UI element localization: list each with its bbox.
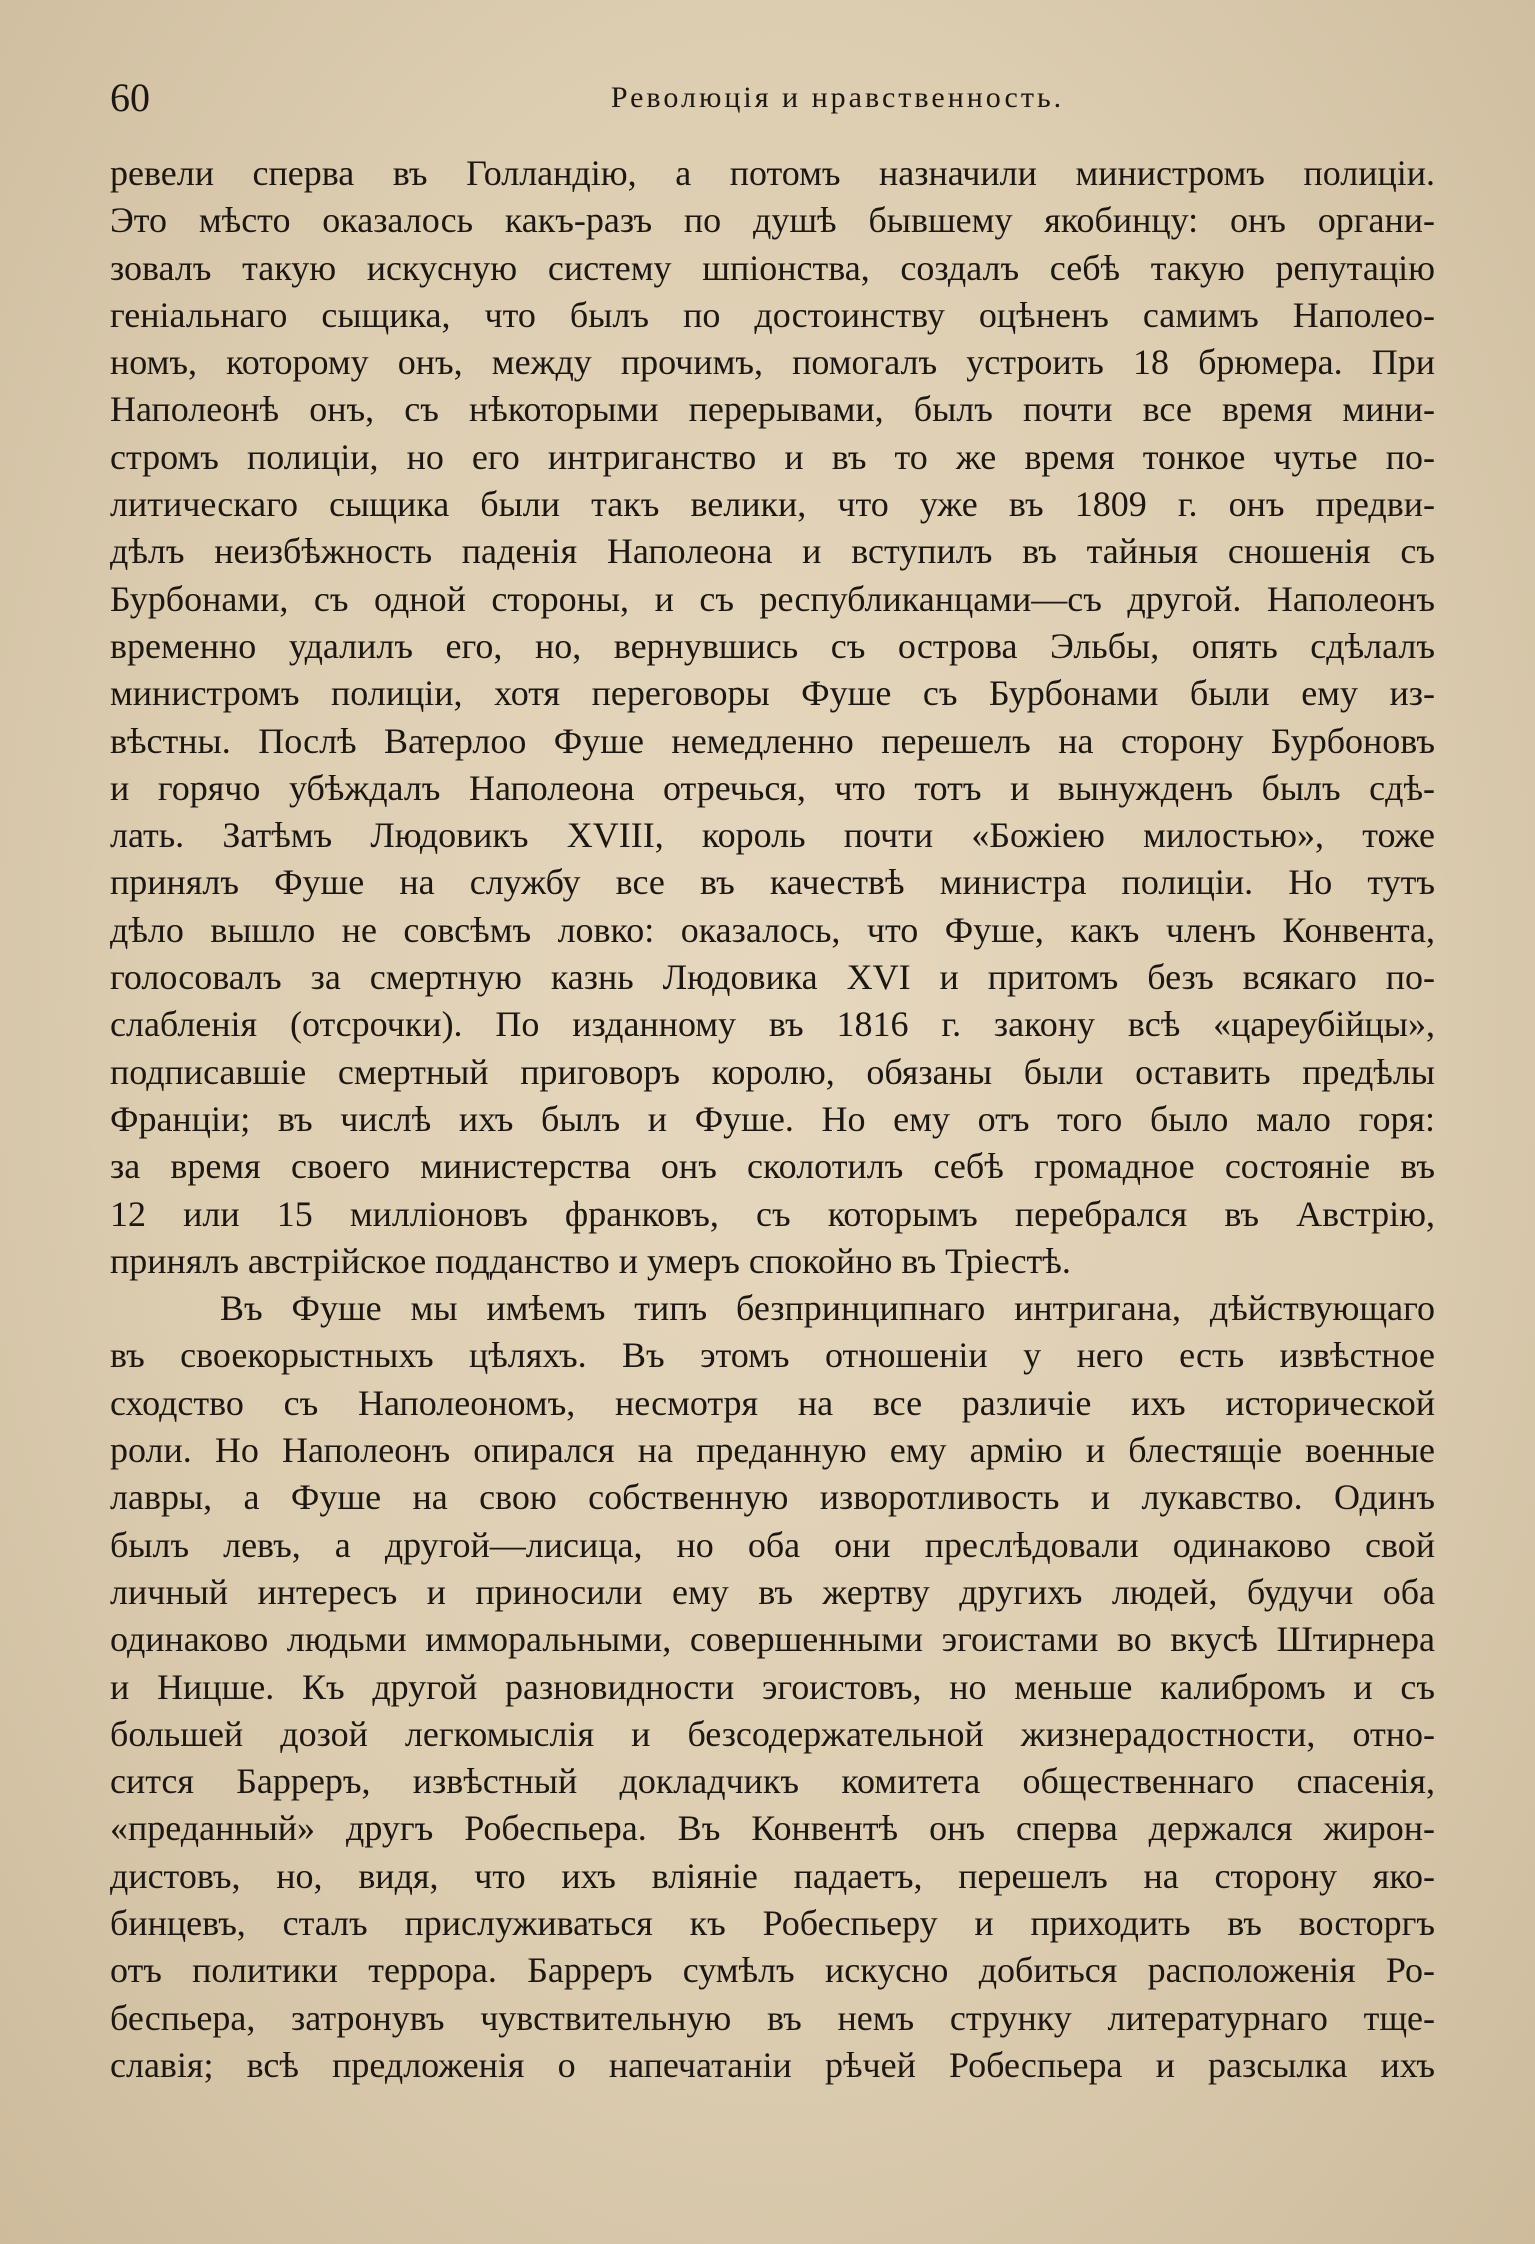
- text-line: Франціи; въ числѣ ихъ былъ и Фуше. Но ему отъ того было мало горя:: [110, 1098, 1435, 1139]
- text-line: славія; всѣ предложенія о напечатаніи рѣчей Робеспьера и разсылка ихъ: [110, 2044, 1435, 2085]
- text-line: министромъ полиціи, хотя переговоры Фуше съ Бурбонами были ему из-: [110, 673, 1435, 714]
- text-line: роли. Но Наполеонъ опирался на преданную ему армію и блестящіе военные: [110, 1430, 1435, 1471]
- text-line: сится Барреръ, извѣстный докладчикъ комитета общественнаго спасенія,: [110, 1761, 1435, 1802]
- text-line: вѣстны. Послѣ Ватерлоо Фуше немедленно перешелъ на сторону Бурбоновъ: [110, 720, 1435, 761]
- text-line: и горячо убѣждалъ Наполеона отречься, что тотъ и вынужденъ былъ сдѣ-: [110, 767, 1435, 808]
- running-title: Революція и нравственность.: [610, 81, 1065, 114]
- text-line: слабленія (отсрочки). По изданному въ 1816 г. закону всѣ «цареубійцы»,: [110, 1004, 1435, 1045]
- text-line: бинцевъ, сталъ прислуживаться къ Робеспьеру и приходить въ восторгъ: [110, 1902, 1435, 1943]
- text-line: ревели сперва въ Голландію, а потомъ назначили министромъ полиціи.: [110, 153, 1435, 193]
- text-line: Въ Фуше мы имѣемъ типъ безпринципнаго интригана, дѣйствующаго: [220, 1288, 1435, 1329]
- text-line: литическаго сыщика были такъ велики, что уже въ 1809 г. онъ предви-: [110, 484, 1435, 525]
- text-line: Это мѣсто оказалось какъ-разъ по душѣ бывшему якобинцу: онъ органи-: [110, 200, 1435, 241]
- text-line: Наполеонѣ онъ, съ нѣкоторыми перерывами, былъ почти все время мини-: [110, 389, 1435, 430]
- text-line: отъ политики террора. Барреръ сумѣлъ искусно добиться расположенія Ро-: [110, 1950, 1435, 1991]
- text-line: одинаково людьми имморальными, совершенными эгоистами во вкусѣ Штирнера: [110, 1619, 1435, 1660]
- text-line: принялъ Фуше на службу все въ качествѣ министра полиціи. Но тутъ: [110, 862, 1435, 903]
- text-line: временно удалилъ его, но, вернувшись съ острова Эльбы, опять сдѣлалъ: [110, 625, 1435, 666]
- text-line: дистовъ, но, видя, что ихъ вліяніе падаетъ, перешелъ на сторону яко-: [110, 1855, 1435, 1896]
- text-line: лавры, а Фуше на свою собственную изворотливость и лукавство. Одинъ: [110, 1477, 1435, 1518]
- text-line: личный интересъ и приносили ему въ жертву другихъ людей, будучи оба: [110, 1571, 1435, 1612]
- text-line: дѣло вышло не совсѣмъ ловко: оказалось, что Фуше, какъ членъ Конвента,: [110, 909, 1435, 950]
- running-head: [110, 68, 1435, 128]
- text-line: стромъ полиціи, но его интриганство и въ то же время тонкое чутье по-: [110, 436, 1435, 477]
- page-number: 60: [110, 75, 150, 120]
- body-text: [110, 150, 1435, 2089]
- text-line: геніальнаго сыщика, что былъ по достоинству оцѣненъ самимъ Наполео-: [110, 294, 1435, 335]
- text-line: за время своего министерства онъ сколотилъ себѣ громадное состояніе въ: [110, 1146, 1435, 1187]
- text-line: лать. Затѣмъ Людовикъ XVIII, король почти «Божіею милостью», тоже: [110, 815, 1435, 856]
- text-line: дѣлъ неизбѣжность паденія Наполеона и вступилъ въ тайныя сношенія съ: [110, 531, 1435, 572]
- paragraph-fouche-and-barere: [110, 1285, 1435, 2089]
- text-line: и Ницше. Къ другой разновидности эгоистовъ, но меньше калибромъ и съ: [110, 1666, 1435, 1707]
- text-line: беспьера, затронувъ чувствительную въ немъ струнку литературнаго тще-: [110, 1997, 1435, 2038]
- text-line: зовалъ такую искусную систему шпіонства, создалъ себѣ такую репутацію: [110, 247, 1435, 288]
- text-line: большей дозой легкомыслія и безсодержательной жизнерадостности, отно-: [110, 1713, 1435, 1754]
- text-line: былъ левъ, а другой—лисица, но оба они преслѣдовали одинаково свой: [110, 1524, 1435, 1565]
- text-line: Бурбонами, съ одной стороны, и съ республиканцами—съ другой. Наполеонъ: [110, 578, 1435, 619]
- text-line: въ своекорыстныхъ цѣляхъ. Въ этомъ отношеніи у него есть извѣстное: [110, 1335, 1435, 1376]
- text-line: номъ, которому онъ, между прочимъ, помогалъ устроить 18 брюмера. При: [110, 342, 1435, 383]
- text-line: 12 или 15 милліоновъ франковъ, съ которымъ перебрался въ Австрію,: [110, 1193, 1435, 1234]
- text-line: голосовалъ за смертную казнь Людовика XVI и притомъ безъ всякаго по-: [110, 957, 1435, 998]
- text-line: сходство съ Наполеономъ, несмотря на все различіе ихъ исторической: [110, 1382, 1435, 1423]
- text-line: принялъ австрійское подданство и умеръ спокойно въ Тріестѣ.: [110, 1240, 1071, 1281]
- paragraph-fouche-biography: [110, 150, 1435, 1285]
- text-line: «преданный» другъ Робеспьера. Въ Конвентѣ онъ сперва держался жирон-: [110, 1808, 1435, 1849]
- text-line: подписавшіе смертный приговоръ королю, обязаны были оставить предѣлы: [110, 1051, 1435, 1092]
